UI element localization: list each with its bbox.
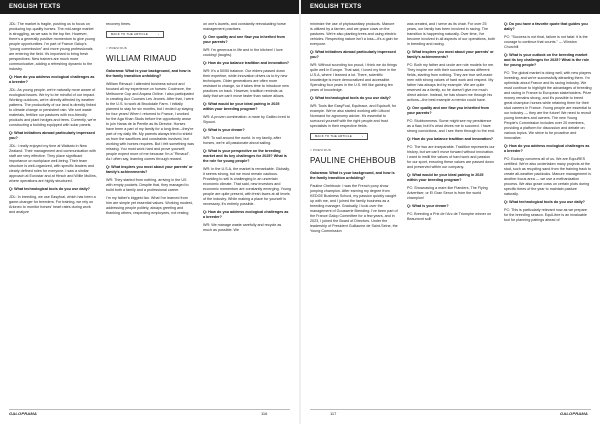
paragraph: on one's laurels, and constantly reevaluating horse management practices. [203,22,286,31]
button-label: BACK TO THE ARTICLE [111,32,148,36]
paragraph: PC: Showcasing a mare like Flanders, The Flying Advertiser, or El Gran Senor is from the world champion! [407,186,488,200]
brand-logo: GALOPRAMA [9,411,38,416]
paragraph: WR: A proven combination: a mare by Galileo bred to Siyouni. [203,115,290,124]
paragraph: WR: I'm generous in life and in the kitchen! I love cooking! (laughs). [203,48,283,57]
paragraph: PC: The two are inseparable. Tradition represents our history, but we can't move forward without innovation. I want to instill the values of hard work and passion for our sport, ensuring these values are passed down and preserved within our company. [407,145,495,169]
question: Q: What is your perspective on the breeding market and its key challenges for 2025? What is the role for young people? [203,149,287,163]
paragraph: PC: Breeding a Prix de l'Arc de Triomphe winner on Beaumont soil! [407,212,492,221]
footer-divider [9,409,290,410]
paragraph: JDL: The market is fragile, pushing us to focus on producing top-quality horses. The mid-range market is struggling, as we saw in the top tier. However, there's a generally positive momentum to give young people opportunities. I'm part of France Galop's "young commission" and more young professionals are entering the field. It's important to bring fresh perspectives. New trainers are much more communicative, adding a refreshing dynamic to the industry. [9,22,95,71]
paragraph: I'm my father's biggest fan. What I've learned from him are simple yet essential values. Working modest, addressing people politely, always greeting and thanking others, respecting employees, not resting [106,196,193,215]
question: Q: What would be your ideal pairing in 2025 within your breeding program? [407,173,484,182]
back-to-article-button[interactable] [106,31,164,38]
column-4 [310,22,398,408]
question: Q: What initiatives abroad particularly impressed you? [310,50,396,59]
brand-logo: GALOPRAMA [560,411,589,416]
question: Q: What would be your ideal pairing in 2025 within your breeding program? [203,102,280,111]
paragraph: WR: We manage waste carefully and recycle as much as possible. We [203,223,282,232]
column-3 [203,22,291,408]
left-page-header [0,0,299,14]
question: Q: What is your dream? [203,128,245,132]
paragraph: PC: "Success is not final, failure is not fatal: it is the courage to continue that counts." — Winston Churchill [504,35,588,49]
back-to-article-button[interactable] [310,133,368,140]
question: Q: What inspires you most about your parents' or family's achievements? [407,50,494,59]
question: Q: How do you balance tradition and innovation? [407,137,494,141]
paragraph: WR: To sail around the world. In my family, after horses, we're all passionate about sailing. [203,136,281,145]
paragraph: PC: Ecology concerns all of us. We are EquuRES certified. We're also undertaken many projects at the stud, such as recycling sand from the training track to create all-weather paddocks. Manure management is another focus area — we use a methanization process. We also graze cows on certain plots during specific times of the year to maintain pasture naturally. [504,157,592,196]
question: Q: What technological tools do you use daily? [504,200,585,204]
paragraph: was created, and I serve as its chair. For over 25 years, our family has been involved in racing. The transition is happening naturally. Over time, I've become involved in all aspects of our operations, both in breeding and racing. [407,22,495,46]
paragraph: WR: In the U.S.A, the market is remarkable. Globally, it seems strong, but we must remain cautious. Providing to sell is challenging in an uncertain economic climate. That said, new investors and economic momentum are constantly emerging. Young people are quite present, with fresh faces at all levels of the industry. While making a place for yourself is necessary, it's entirely possible. [203,167,291,206]
question: Q: What technological tools do you use daily? [310,96,391,100]
paragraph: WR: Without sounding too proud, I think we do things quite well in Europe. That said, I loved my time in the U.S.A, where I learned a lot. There, scientific knowledge is more democratized and accessible. Spending four years in the U.S. felt like gaining ten years of knowledge. [310,63,397,92]
question: Q: One quality and one flaw you inherited from your parents? [407,106,489,115]
section-label: ENGLISH TEXTS [9,4,61,10]
interviewee-name: WILLIAM RIMAUD [106,54,177,63]
paragraph: JDL: I really enjoyed my time at Waikato in New Zealand. Their management and communication with staff are very effective. They place significant importance on workplace well-being. Their team structure is well-organized, with specific leaders and clearly defined roles for everyone. I saw a similar approach at Eurostar and at Hirsch and Willie Mullins, where operations are highly structured. [9,144,97,183]
page-gutter [299,0,301,424]
previous-link[interactable]: < PREVIOUS [106,46,128,50]
paragraph: recovery times. [106,22,131,26]
column-1 [9,22,97,408]
paragraph: PC: Both my father and uncle are role models for me. They inspire me with their success across different fields, starting from nothing. They are true self-made men with strong values of hard work and respect. My father has always led by example. We are quite reserved as a family, so he doesn't give me much direct advice. Instead, he has shown me through his actions—the best example a mentor could have. [407,63,495,102]
paragraph: PC: The global market is doing well, with new players investing, and we're successfully attracting them. I'm optimistic about France and its racing industry. We must continue to highlight the advantages of breeding and racing in France to European stakeholders. Prize money remains strong, and it's possible to breed great champion horses while retaining them for their stud careers in France. Young people are essential to our industry — they are the future! We need to recruit young breeders and owners. The new Young People's Commission includes over 20 members, providing a platform for discussion and debate on various topics. We strive to be proactive and innovative. [504,71,592,140]
right-page-header [301,0,600,14]
paragraph: JDL: As young people, we're naturally more aware of ecological issues. We try to be mindful of our impact. Working outdoors, we're directly affected by weather patterns. The productivity of our land is directly linked to climate change or persistent rain. We sort waste materials, fertilize our pastures with eco-friendly products and plant hedges and trees. Currently, we're constructing a building equipped with solar panels. [9,88,97,127]
paragraph: WR: They started from nothing, arriving in the US with empty pockets. Despite that, they managed to build both a family and a professional career. [106,178,189,192]
question: Q: What is your dream? [407,204,449,208]
section-label: ENGLISH TEXTS [310,4,362,10]
question: Q: What is your outlook on the breeding market and its key challenges for 2025? What is the role for young people? [504,53,590,67]
paragraph: minimize the use of phytosanitary products. Manure is utilized by a farmer, and we graze cows on the pastures. We're also planting trees and using electric vehicles. Respecting nature isn't a loss—it's a gain for everyone. [310,22,398,46]
question: Q: What technological tools do you use daily? [9,187,90,191]
paragraph: William Rimaud: I attended business school and focused all my experience on horses: Coolmore, the Melbourne Cup and Arqana Online. I also participated in creating Aux Courses Les Jeunes. After that, I went to the U.S. to work at Brookdale Farm. I initially planned to stay for six months, but I ended up staying for four years! When I returned to France, I worked for the Aga Khan Studs before the opportunity arose to join Haras de la Perelle as its Director. Horses have been a part of my family for a long time—they're part of my daily life. My parents always tried to shield us from the sacrifices and constraints involved, but working with horses requires. But I felt something was missing. You must work hard and prove yourself; people expect more of me because I'm a "Rimaud". As I often say, learning comes through reward. [106,82,194,161]
column-5 [407,22,495,408]
page-number-left: 116 [261,411,268,416]
column-2 [106,22,194,408]
footer-divider [310,409,591,410]
column-6 [504,22,592,408]
question: Q: Do you have a favorite quote that guides you daily? [504,22,588,31]
question: Q: How do you address ecological challenges as a breeder? [9,75,95,84]
paragraph: WR: It's a 50/50 balance. Our elders passed down their expertise, while innovation drives us to try new techniques. Older generations are often more resistant to change, so it takes time to introduce new practices on track. However, tradition reminds us daily that we can't move faster than nature allows. [203,69,289,98]
question: Q: One quality and one flaw you inherited from your parents? [203,35,285,44]
question: Q: How do you address ecological challenges as a breeder? [203,210,289,219]
paragraph: PC: Stubbornness. Some might see my persistence as a flaw, but it's what drives me to succeed. I have strong convictions, and I see them through to the end. [407,119,495,133]
arrow-right-icon: › [157,32,159,36]
interviewee-name: PAULINE CHEHBOUB [310,156,397,165]
question: Q: How do you balance tradition and innovation? [203,61,290,65]
button-label: BACK TO THE ARTICLE [315,134,352,138]
question: Q: What initiatives abroad particularly impressed you? [9,131,95,140]
paragraph: Pauline Chehboub: I was the French pony show jumping champion. After earning my degree from KEDGE Business School, my passion quickly caught up with me, and I joined the family business as a breeding manager. Gradually, I took over the management of Gousserie Breeding. I've been part of the France Galop Committee for a few years, and in 2023, I joined the Board of Directors. Under the leadership of President Guillaume de Saint-Seine, the Young Commission [310,184,398,233]
paragraph: WR: Tools like EasyFoal, Equitrace, and Equisoft, for example. We've also started working with Littoral Normand for agronomy advice. It's essential to surround yourself with the right people and trust specialists in their respective fields. [310,104,397,128]
page-number-right: 117 [330,411,337,416]
paragraph: JDL: In breeding, we use Easyfoal, which has been a game-changer for breeders. For training, we rely on Arioneo to monitor horses' heart rates during work and analyze [9,195,96,214]
question: Q: What inspires you most about your parents' or family's achievements? [106,165,193,174]
paragraph: PC: This is particularly relevant now as we prepare for the breeding season. EquiLibre is an invaluable tool for planning pairings ahead of [504,208,587,222]
footer-brand [560,411,588,417]
question: Galorama: What is your background, and how is the family transition unfolding? [310,171,395,180]
previous-link[interactable]: < PREVIOUS [310,148,332,152]
question: Q: How do you address ecological challenges as a breeder? [504,144,590,153]
question: Galorama: What is your background, and how is the family transition unfolding? [106,69,191,78]
footer-brand [9,411,37,417]
arrow-right-icon: › [361,134,363,138]
